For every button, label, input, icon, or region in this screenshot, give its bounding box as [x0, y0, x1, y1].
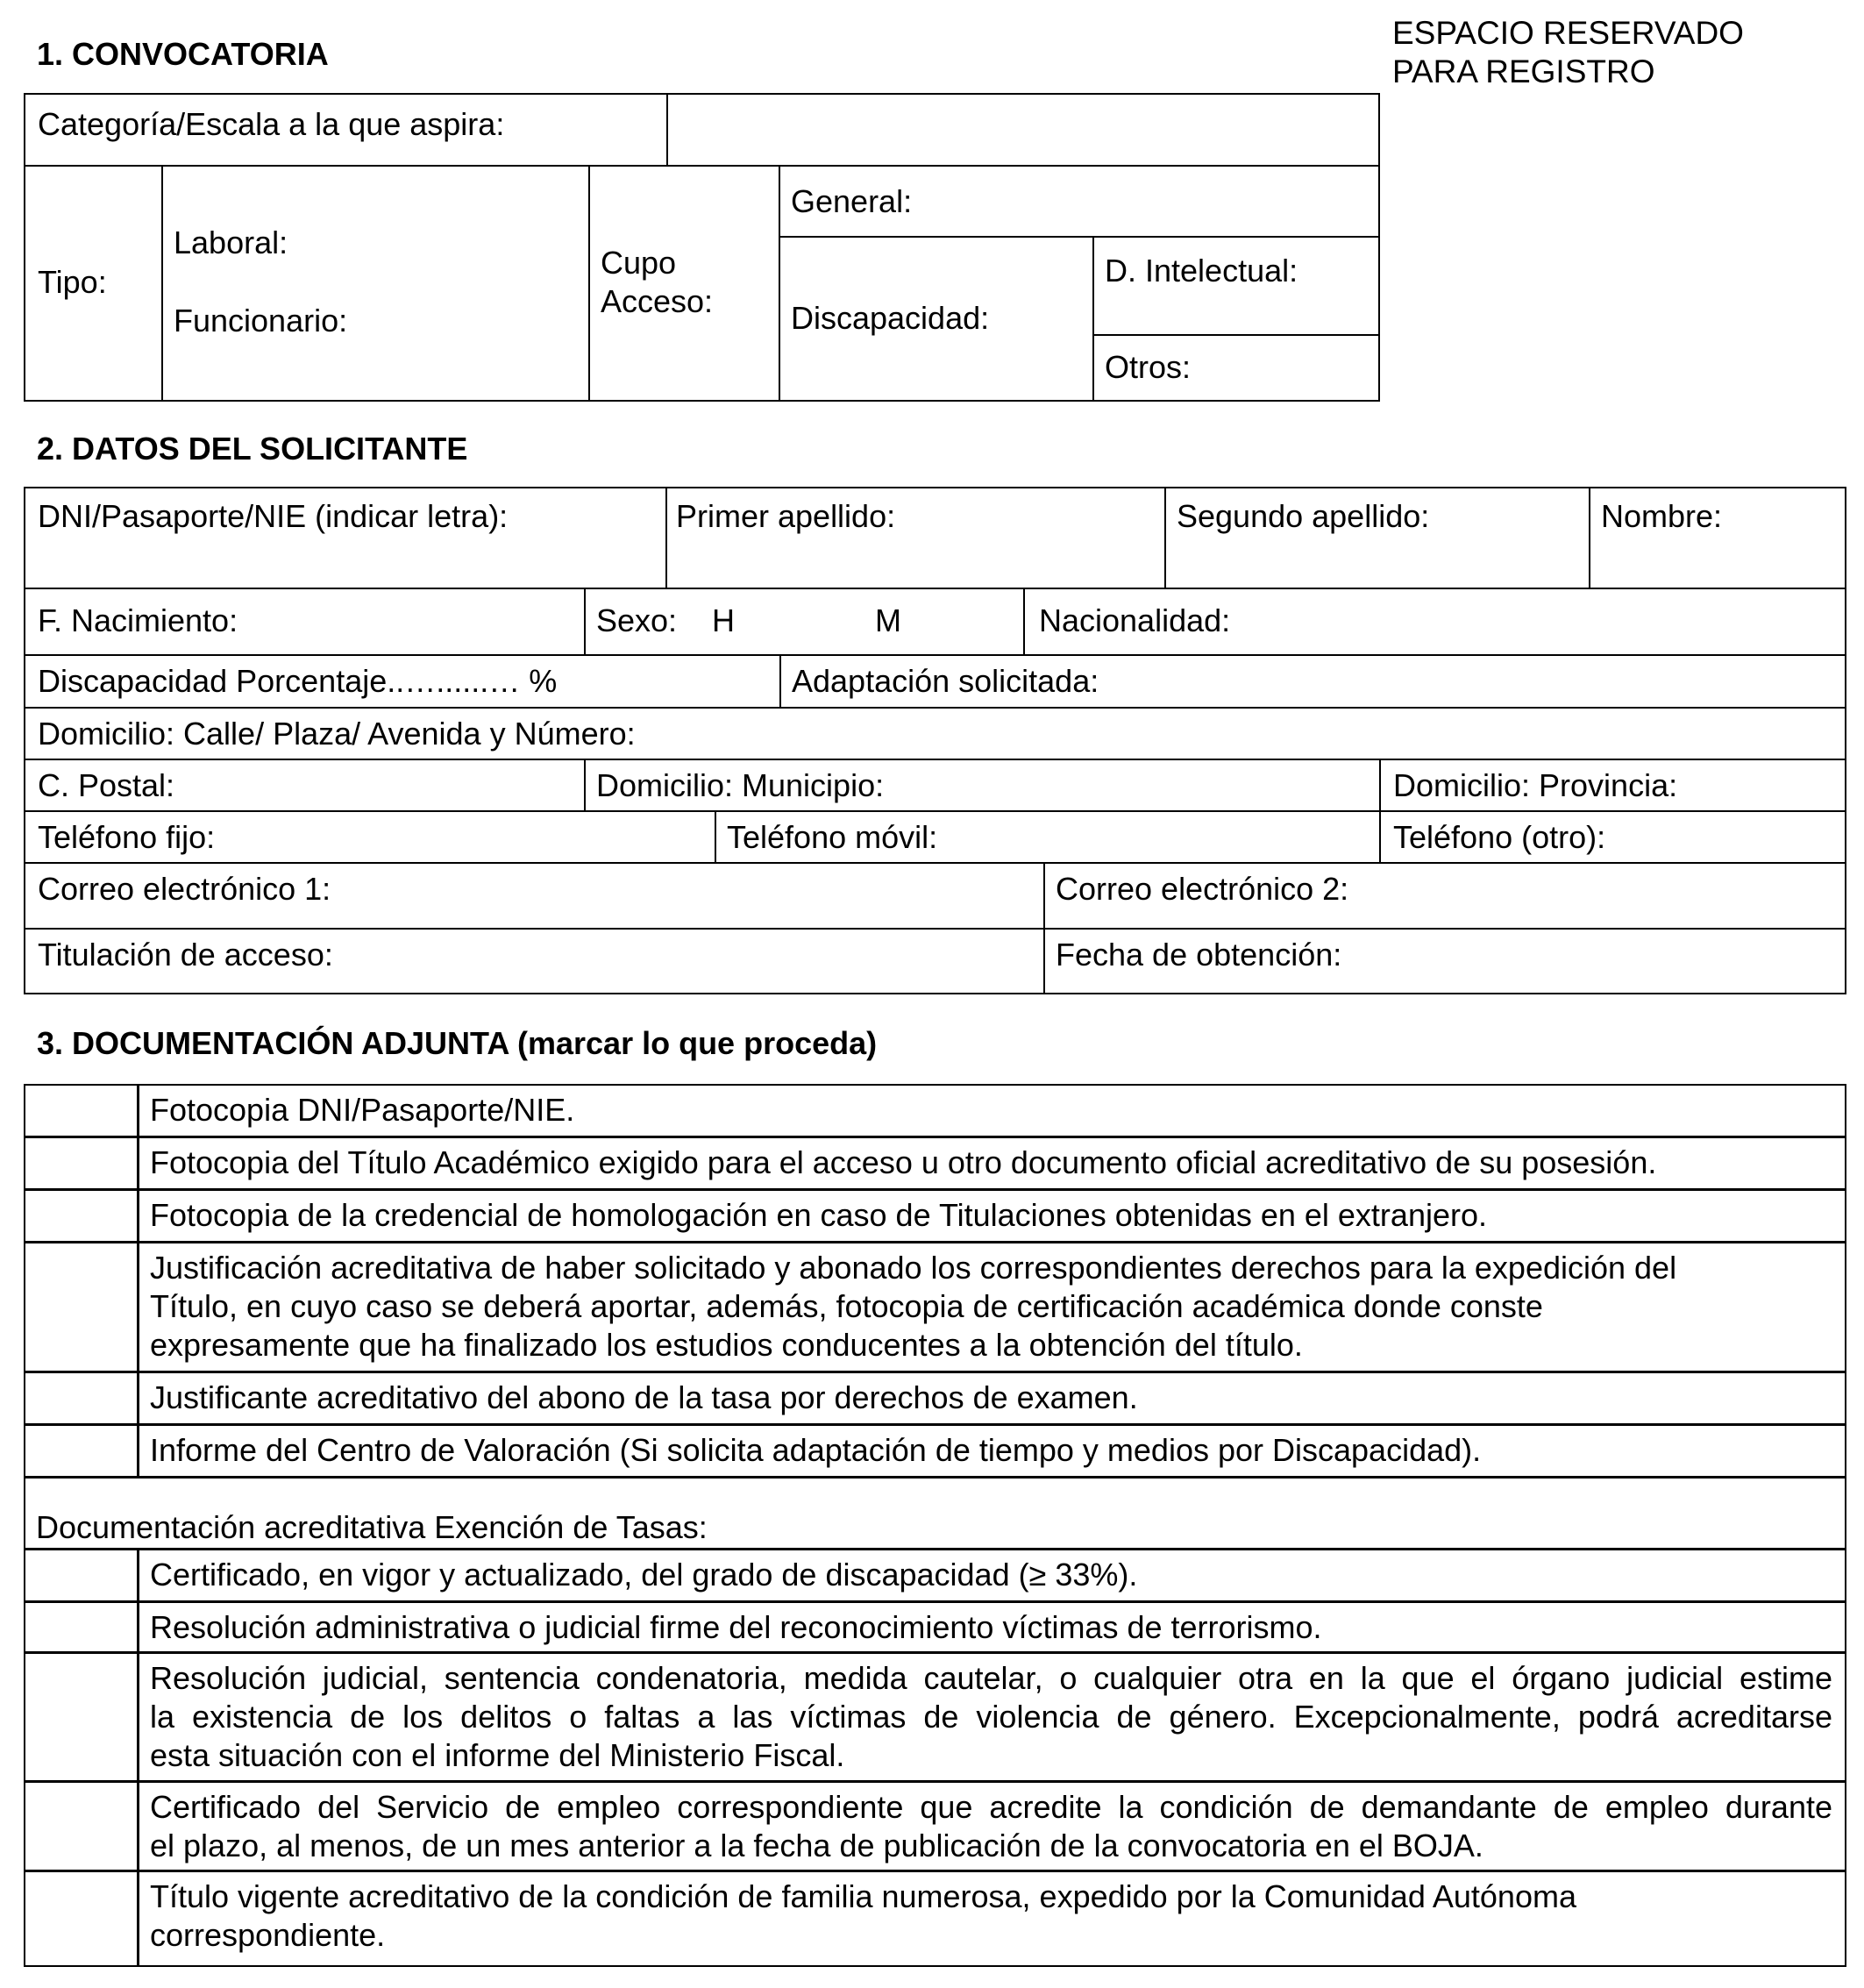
row-divider	[24, 1371, 1846, 1373]
row-divider	[24, 1241, 1846, 1243]
cupo-acceso-label-cell	[588, 165, 780, 402]
exencion-item-4-line: el plazo, al menos, de un mes anterior a la fecha de publicación de la convocatoria en el BOJA.	[150, 1828, 1483, 1863]
doc-item-6-line: Informe del Centro de Valoración (Si solicita adaptación de tiempo y medios por Discapacidad).	[150, 1432, 1482, 1468]
exencion-item-5-line: Título vigente acreditativo de la condición de familia numerosa, expedido por la Comunidad Autónoma	[150, 1878, 1576, 1914]
row-divider	[24, 1476, 1846, 1479]
general-option[interactable]: General:	[791, 183, 913, 219]
provincia-label: Domicilio: Provincia:	[1393, 767, 1678, 803]
doc-item-1-checkbox[interactable]	[24, 1084, 138, 1137]
email-2-label: Correo electrónico 2:	[1056, 871, 1349, 907]
adaptacion-field[interactable]	[779, 654, 1846, 709]
doc-item-5-checkbox[interactable]	[24, 1372, 138, 1424]
row-divider	[24, 1423, 1846, 1426]
doc-item-2-text	[150, 1144, 1832, 1182]
tipo-label-cell	[24, 165, 163, 402]
nombre-field[interactable]	[1589, 487, 1846, 589]
exencion-item-2-line: Resolución administrativa o judicial firme del reconocimiento víctimas de terrorismo.	[150, 1609, 1322, 1645]
segundo-apellido-field[interactable]	[1164, 487, 1590, 589]
exencion-item-3-line: la existencia de los delitos o faltas a las víctimas de violencia de género. Excepcionalmente, podrá acreditarse	[150, 1699, 1832, 1735]
nacimiento-field[interactable]	[24, 588, 586, 656]
fecha-obtencion-field[interactable]	[1043, 928, 1846, 994]
doc-item-5-line: Justificante acreditativo del abono de la tasa por derechos de examen.	[150, 1379, 1138, 1415]
registry-reserved-line-2: PARA REGISTRO	[1392, 53, 1655, 89]
exencion-item-4-line: Certificado del Servicio de empleo correspondiente que acredite la condición de demandante de empleo durante	[150, 1789, 1832, 1825]
exencion-item-4-checkbox[interactable]	[24, 1781, 138, 1870]
cpostal-field[interactable]	[24, 759, 586, 812]
discapacidad-option-cell[interactable]	[779, 236, 1094, 402]
categoria-input-field[interactable]	[666, 93, 1380, 167]
exencion-item-3-checkbox[interactable]	[24, 1652, 138, 1781]
tel-fijo-field[interactable]	[24, 810, 716, 864]
primer-apellido-field[interactable]	[665, 487, 1166, 589]
row-divider	[24, 1188, 1846, 1191]
row-divider	[24, 1651, 1846, 1654]
exencion-item-2-checkbox[interactable]	[24, 1601, 138, 1652]
provincia-field[interactable]	[1379, 759, 1846, 812]
doc-item-4-line: Justificación acreditativa de haber solicitado y abonado los correspondientes derechos para la expedición del	[150, 1250, 1677, 1286]
intelectual-option[interactable]: D. Intelectual:	[1105, 253, 1298, 289]
section-1-title: 1. CONVOCATORIA	[37, 36, 329, 72]
sexo-h-option[interactable]: H	[712, 602, 735, 638]
titulacion-field[interactable]	[24, 928, 1045, 994]
exencion-label: Documentación acreditativa Exención de Tasas:	[36, 1509, 708, 1545]
cupo-label: Cupo	[601, 245, 677, 281]
discapacidad-porcentaje-label: Discapacidad Porcentaje..…......… %	[38, 663, 558, 699]
registry-reserved-line-1: ESPACIO RESERVADO	[1392, 15, 1744, 51]
domicilio-calle-field[interactable]	[24, 707, 1846, 760]
sexo-label: Sexo:	[596, 602, 678, 638]
exencion-item-1-text	[150, 1556, 1832, 1594]
nacionalidad-field[interactable]	[1023, 588, 1846, 656]
section-2-title: 2. DATOS DEL SOLICITANTE	[37, 431, 468, 467]
exencion-item-3-line: esta situación con el informe del Ministerio Fiscal.	[150, 1737, 845, 1773]
email-2-field[interactable]	[1043, 862, 1846, 930]
email-1-field[interactable]	[24, 862, 1045, 930]
exencion-item-3-text	[150, 1659, 1832, 1775]
email-1-label: Correo electrónico 1:	[38, 871, 331, 907]
exencion-item-1-checkbox[interactable]	[24, 1549, 138, 1601]
doc-item-2-checkbox[interactable]	[24, 1137, 138, 1189]
categoria-label-cell	[24, 93, 668, 167]
doc-item-1-text	[150, 1091, 1832, 1129]
doc-item-4-line: expresamente que ha finalizado los estudios conducentes a la obtención del título.	[150, 1327, 1303, 1363]
row-divider	[24, 1548, 1846, 1550]
nacionalidad-label: Nacionalidad:	[1039, 602, 1231, 638]
funcionario-option[interactable]: Funcionario:	[174, 303, 348, 338]
fecha-obtencion-label: Fecha de obtención:	[1056, 937, 1342, 973]
doc-item-6-checkbox[interactable]	[24, 1424, 138, 1477]
sexo-field[interactable]	[584, 588, 1025, 656]
laboral-option[interactable]: Laboral:	[174, 224, 288, 260]
otros-option[interactable]: Otros:	[1105, 349, 1192, 385]
tel-fijo-label: Teléfono fijo:	[38, 819, 216, 855]
otros-option-cell[interactable]	[1092, 334, 1380, 402]
tel-movil-field[interactable]	[715, 810, 1381, 864]
doc-item-4-text	[150, 1249, 1832, 1365]
nacimiento-label: F. Nacimiento:	[38, 602, 238, 638]
doc-item-5-text	[150, 1379, 1832, 1417]
exencion-item-4-text	[150, 1788, 1832, 1865]
tel-otro-label: Teléfono (otro):	[1393, 819, 1606, 855]
tipo-label: Tipo:	[38, 264, 107, 300]
titulacion-label: Titulación de acceso:	[38, 937, 333, 973]
doc-item-3-checkbox[interactable]	[24, 1189, 138, 1242]
doc-item-1-line: Fotocopia DNI/Pasaporte/NIE.	[150, 1092, 575, 1128]
discapacidad-option[interactable]: Discapacidad:	[791, 300, 990, 336]
doc-item-3-text	[150, 1196, 1832, 1235]
acceso-label: Acceso:	[601, 283, 714, 319]
doc-item-4-line: Título, en cuyo caso se deberá aportar, además, fotocopia de certificación académica donde conste	[150, 1288, 1543, 1324]
exencion-item-3-line: Resolución judicial, sentencia condenatoria, medida cautelar, o cualquier otra en la que el órgano judicial estime	[150, 1660, 1832, 1696]
doc-item-6-text	[150, 1431, 1832, 1470]
tipo-options-cell[interactable]	[161, 165, 590, 402]
primer-apellido-label: Primer apellido:	[676, 498, 896, 534]
adaptacion-label: Adaptación solicitada:	[792, 663, 1099, 699]
categoria-label: Categoría/Escala a la que aspira:	[38, 106, 505, 142]
municipio-label: Domicilio: Municipio:	[596, 767, 885, 803]
doc-item-4-checkbox[interactable]	[24, 1242, 138, 1372]
exencion-item-2-text	[150, 1608, 1832, 1647]
general-option-cell[interactable]	[779, 165, 1380, 238]
discapacidad-porcentaje-field[interactable]	[24, 654, 781, 709]
sexo-m-option[interactable]: M	[875, 602, 901, 638]
domicilio-calle-label: Domicilio: Calle/ Plaza/ Avenida y Número:	[38, 716, 636, 752]
nombre-label: Nombre:	[1601, 498, 1723, 534]
dni-field[interactable]	[24, 487, 667, 589]
dni-label: DNI/Pasaporte/NIE (indicar letra):	[38, 498, 509, 534]
section-3-title: 3. DOCUMENTACIÓN ADJUNTA (marcar lo que proceda)	[37, 1025, 878, 1061]
row-divider	[24, 1780, 1846, 1783]
exencion-item-5-checkbox[interactable]	[24, 1870, 138, 1967]
exencion-item-5-line: correspondiente.	[150, 1917, 386, 1953]
row-divider	[24, 1870, 1846, 1872]
doc-item-3-line: Fotocopia de la credencial de homologación en caso de Titulaciones obtenidas en el extranjero.	[150, 1197, 1487, 1233]
segundo-apellido-label: Segundo apellido:	[1177, 498, 1430, 534]
row-divider	[24, 1136, 1846, 1138]
exencion-item-1-line: Certificado, en vigor y actualizado, del grado de discapacidad (≥ 33%).	[150, 1557, 1138, 1593]
row-divider	[24, 1600, 1846, 1603]
intelectual-option-cell[interactable]	[1092, 236, 1380, 336]
exencion-item-5-text	[150, 1878, 1832, 1955]
municipio-field[interactable]	[584, 759, 1381, 812]
tel-movil-label: Teléfono móvil:	[727, 819, 938, 855]
registry-reserved-note	[1392, 14, 1744, 91]
tel-otro-field[interactable]	[1379, 810, 1846, 864]
doc-item-2-line: Fotocopia del Título Académico exigido para el acceso u otro documento oficial acreditativo de su posesión.	[150, 1144, 1657, 1180]
cpostal-label: C. Postal:	[38, 767, 175, 803]
